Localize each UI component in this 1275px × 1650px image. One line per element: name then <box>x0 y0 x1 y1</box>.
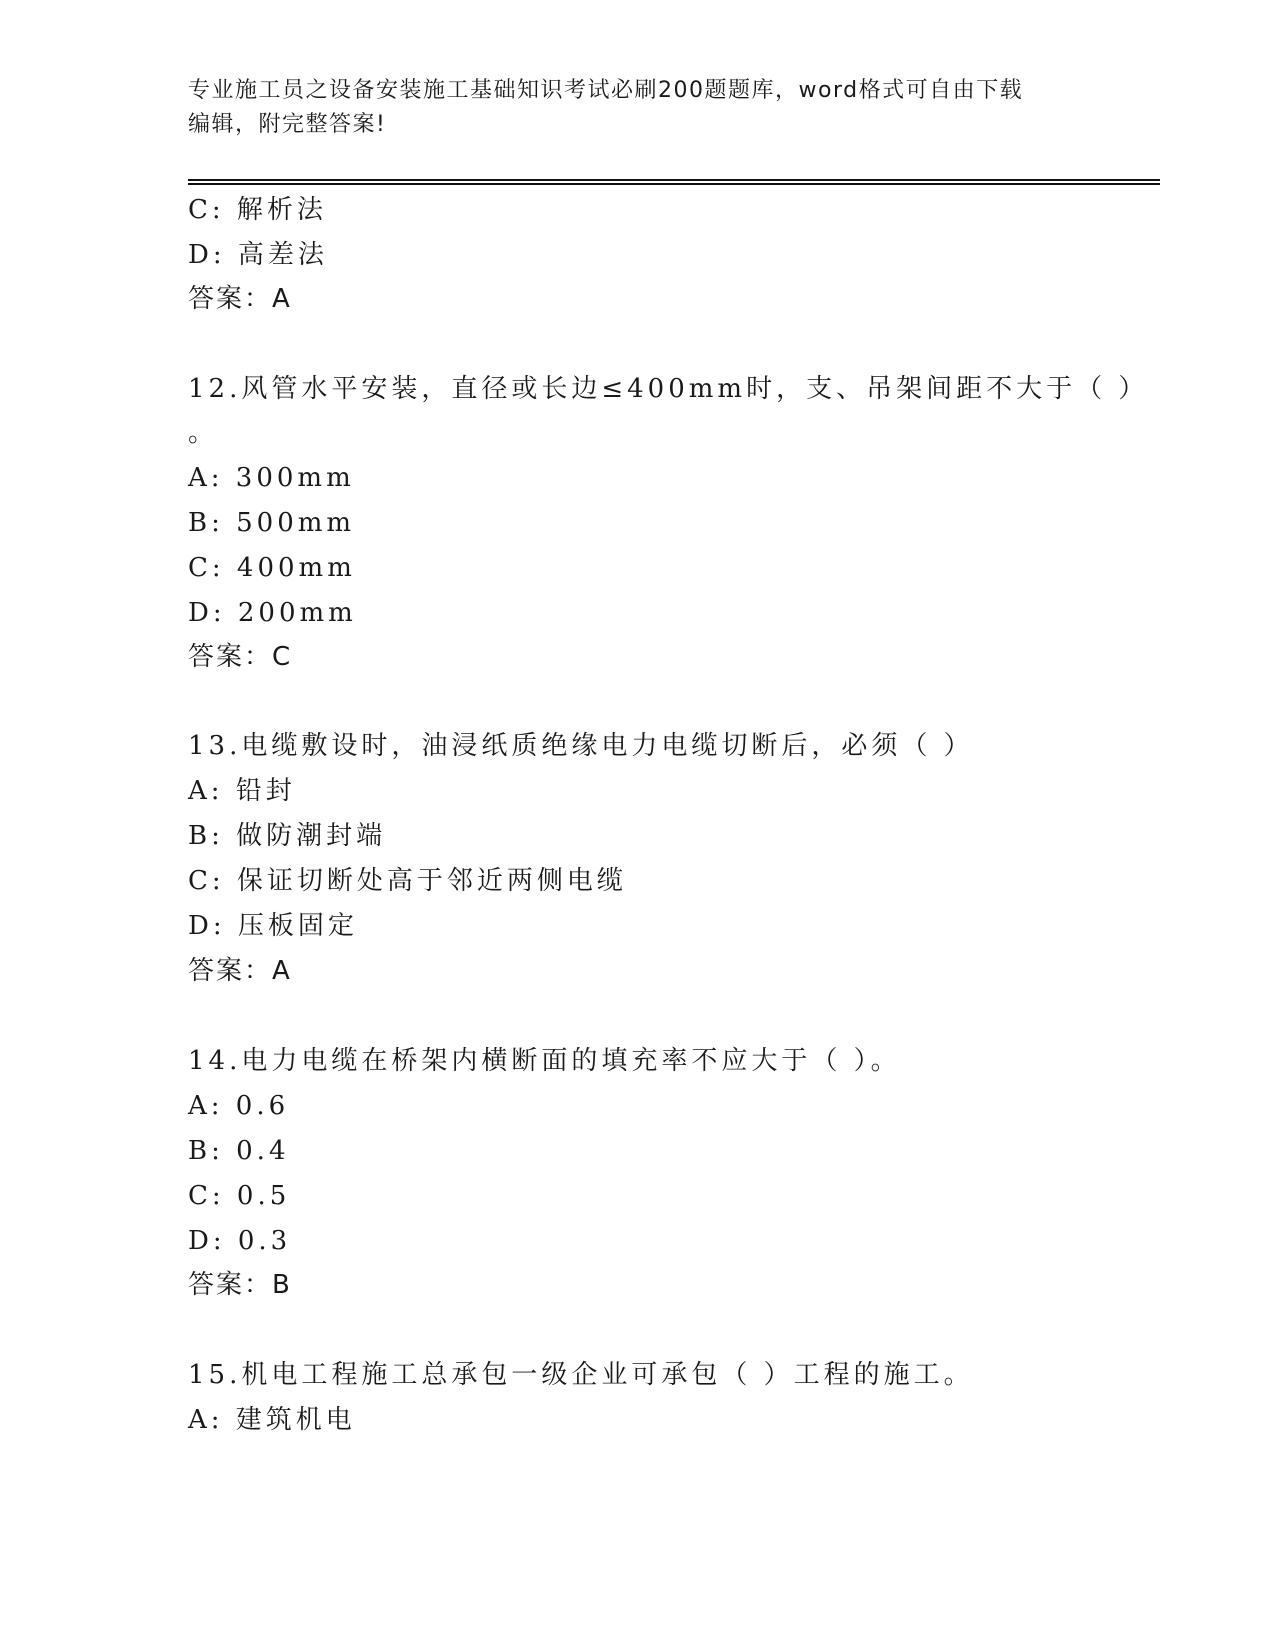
q14-option-a: A: 0.6 <box>188 1091 290 1121</box>
document-header <box>188 74 1088 142</box>
q12-stem: 12.风管水平安装，直径或长边≤400mm时，支、吊架间距不大于（ ） <box>188 374 1149 404</box>
q13-option-a: A: 铅封 <box>188 776 296 806</box>
q11-answer: 答案：A <box>188 284 292 314</box>
q13-option-b: B: 做防潮封端 <box>188 821 387 851</box>
q12-option-c: C: 400mm <box>188 553 356 583</box>
q14-stem: 14.电力电缆在桥架内横断面的填充率不应大于（ ）。 <box>188 1046 901 1076</box>
header-title-line-1: 专业施工员之设备安装施工基础知识考试必刷200题题库，word格式可自由下载 <box>188 78 1024 103</box>
q14-option-b: B: 0.4 <box>188 1136 290 1166</box>
q12-option-b: B: 500mm <box>188 508 356 538</box>
q14-option-c: C: 0.5 <box>188 1181 291 1211</box>
q14-option-d: D: 0.3 <box>188 1226 292 1256</box>
q13-answer: 答案：A <box>188 956 292 986</box>
q12-answer: 答案：C <box>188 642 293 672</box>
q12-stem-continuation: 。 <box>188 418 219 448</box>
q11-option-d: D: 高差法 <box>188 240 328 270</box>
q14-answer: 答案：B <box>188 1270 292 1300</box>
q11-option-c: C: 解析法 <box>188 195 327 225</box>
q13-stem: 13.电缆敷设时，油浸纸质绝缘电力电缆切断后，必须（ ） <box>188 731 974 761</box>
header-title-line-2: 编辑，附完整答案! <box>188 112 387 137</box>
q15-stem: 15.机电工程施工总承包一级企业可承包（ ）工程的施工。 <box>188 1360 974 1390</box>
header-divider-top <box>188 179 1160 181</box>
q13-option-d: D: 压板固定 <box>188 911 358 941</box>
q12-option-a: A: 300mm <box>188 463 355 493</box>
q12-option-d: D: 200mm <box>188 598 357 628</box>
q13-option-c: C: 保证切断处高于邻近两侧电缆 <box>188 866 627 896</box>
q15-option-a: A: 建筑机电 <box>188 1405 356 1435</box>
header-divider-bottom <box>188 183 1160 185</box>
